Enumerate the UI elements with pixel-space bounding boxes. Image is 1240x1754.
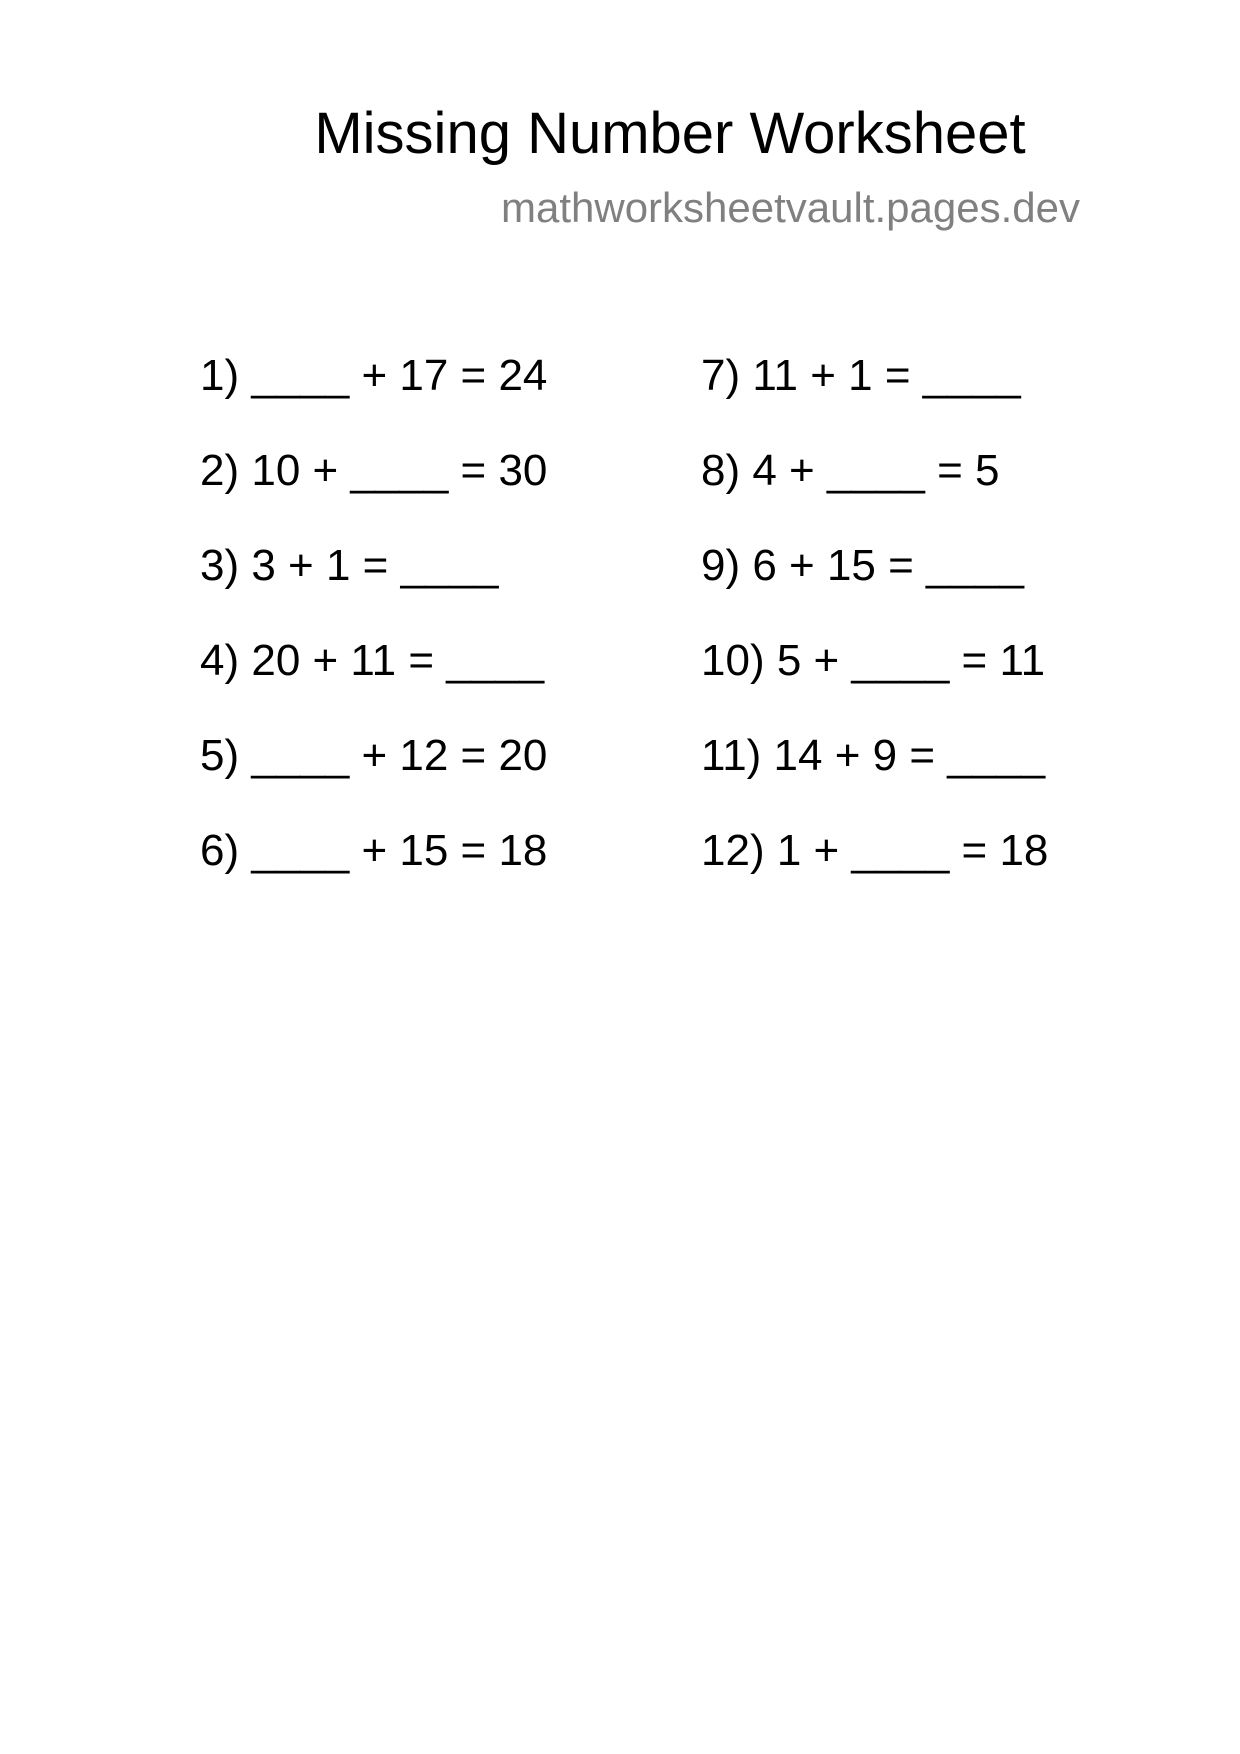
problem-3: 3) 3 + 1 = ____ (200, 541, 499, 590)
worksheet-title: Missing Number Worksheet (314, 101, 1026, 166)
problem-4: 4) 20 + 11 = ____ (200, 636, 545, 685)
problem-12: 12) 1 + ____ = 18 (701, 826, 1049, 875)
problem-column-left (200, 350, 700, 920)
problem-6: 6) ____ + 15 = 18 (200, 826, 548, 875)
problem-10: 10) 5 + ____ = 11 (701, 636, 1046, 685)
problem-11: 11) 14 + 9 = ____ (701, 731, 1046, 780)
problem-8: 8) 4 + ____ = 5 (701, 446, 1000, 495)
problem-7: 7) 11 + 1 = ____ (701, 351, 1021, 400)
problem-2: 2) 10 + ____ = 30 (200, 446, 548, 495)
problem-column-right (701, 350, 1201, 920)
worksheet-source: mathworksheetvault.pages.dev (501, 184, 1080, 231)
problem-5: 5) ____ + 12 = 20 (200, 731, 548, 780)
problem-1: 1) ____ + 17 = 24 (200, 351, 548, 400)
problem-9: 9) 6 + 15 = ____ (701, 541, 1024, 590)
